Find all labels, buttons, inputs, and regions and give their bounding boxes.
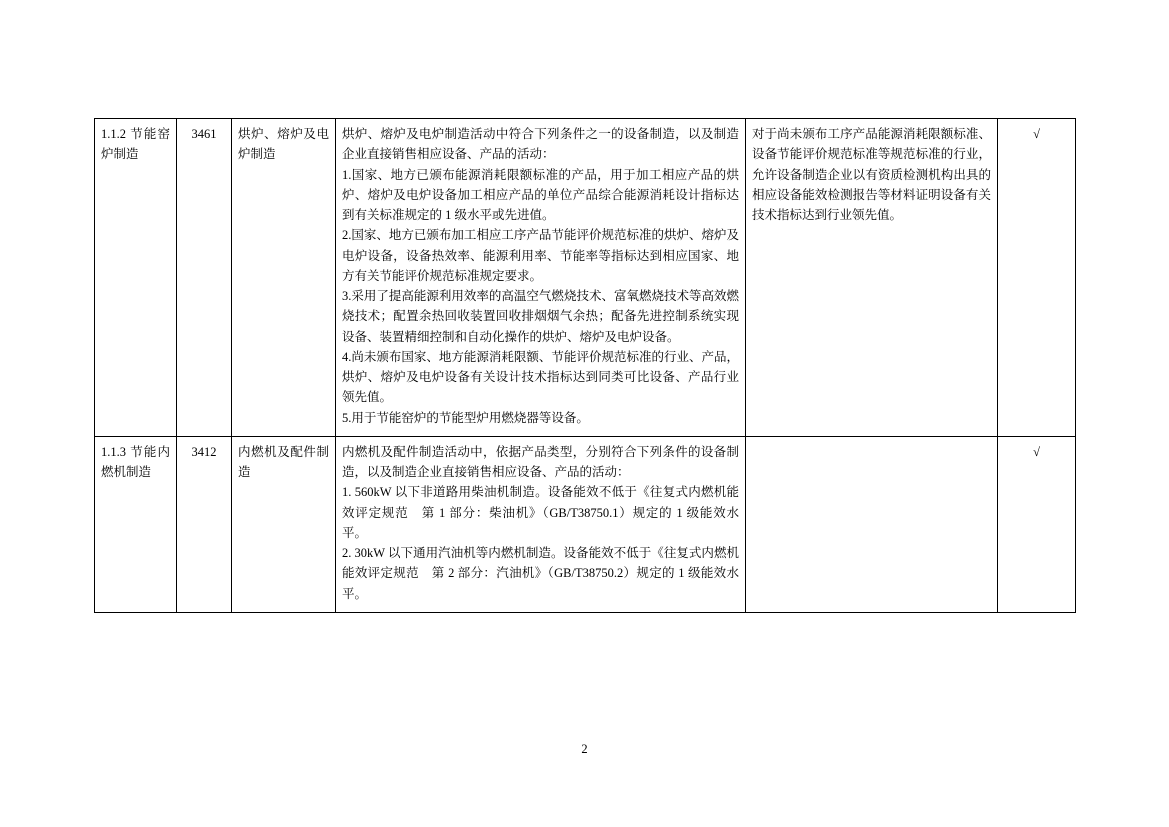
- row-code-text: 1.1.2 节能窑炉制造: [101, 127, 170, 162]
- catalogue-table: [94, 118, 1076, 613]
- table-row: [95, 119, 1076, 437]
- description-paragraph: 2. 30kW 以下通用汽油机等内燃机制造。设备能效不低于《往复式内燃机能效评定规范 第 2 部分：汽油机》（GB/T38750.2）规定的 1 级能效水平。: [342, 546, 739, 601]
- checkmark-icon: √: [1033, 127, 1040, 141]
- row-name-cell: [232, 119, 336, 437]
- description-paragraph: 2.国家、地方已颁布加工相应工序产品节能评价规范标准的烘炉、熔炉及电炉设备，设备热效率、能源利用率、节能率等指标达到相应国家、地方有关节能评价规范标准规定要求。: [342, 228, 739, 283]
- row-mark-cell: [998, 436, 1076, 612]
- row-note-cell: [746, 436, 998, 612]
- description-paragraph: 1.国家、地方已颁布能源消耗限额标准的产品，用于加工相应产品的烘炉、熔炉及电炉设备加工相应产品的单位产品综合能源消耗设计指标达到有关标准规定的 1 级水平或先进值。: [342, 167, 739, 222]
- note-text: 对于尚未颁布工序产品能源消耗限额标准、设备节能评价规范标准等规范标准的行业，允许设备制造企业以有资质检测机构出具的相应设备能效检测报告等材料证明设备有关技术指标达到行业领先值。: [752, 127, 991, 222]
- row-industry-code-text: 3412: [191, 444, 217, 459]
- description-paragraph: 3.采用了提高能源利用效率的高温空气燃烧技术、富氧燃烧技术等高效燃烧技术；配置余热回收装置回收排烟烟气余热；配备先进控制系统实现设备、装置精细控制和自动化操作的烘炉、熔炉及电炉设备。: [342, 289, 739, 344]
- row-name-cell: [232, 436, 336, 612]
- row-industry-code-cell: [177, 436, 232, 612]
- row-code-text: 1.1.3 节能内燃机制造: [101, 444, 170, 479]
- row-mark-cell: [998, 119, 1076, 437]
- description-paragraph: 4.尚未颁布国家、地方能源消耗限额、节能评价规范标准的行业、产品，烘炉、熔炉及电炉设备有关设计技术指标达到同类可比设备、产品行业领先值。: [342, 349, 739, 405]
- row-industry-code-text: 3461: [191, 127, 217, 141]
- checkmark-icon: √: [1033, 444, 1040, 459]
- row-code-cell: [95, 436, 177, 612]
- row-description-cell: [336, 436, 746, 612]
- description-paragraph: 内燃机及配件制造活动中，依据产品类型，分别符合下列条件的设备制造，以及制造企业直接销售相应设备、产品的活动：: [342, 444, 739, 479]
- row-name-text: 内燃机及配件制造: [238, 444, 329, 479]
- row-code-cell: [95, 119, 177, 437]
- description-paragraph: 烘炉、熔炉及电炉制造活动中符合下列条件之一的设备制造，以及制造企业直接销售相应设备、产品的活动：: [342, 127, 739, 162]
- description-paragraph: 5.用于节能窑炉的节能型炉用燃烧器等设备。: [342, 410, 589, 425]
- table-row: [95, 436, 1076, 612]
- row-industry-code-cell: [177, 119, 232, 437]
- row-note-cell: [746, 119, 998, 437]
- row-name-text: 烘炉、熔炉及电炉制造: [238, 127, 329, 162]
- description-paragraph: 1. 560kW 以下非道路用柴油机制造。设备能效不低于《往复式内燃机能效评定规范 第 1 部分：柴油机》（GB/T38750.1）规定的 1 级能效水平。: [342, 485, 739, 540]
- page-number: 2: [581, 742, 588, 756]
- row-description-cell: [336, 119, 746, 437]
